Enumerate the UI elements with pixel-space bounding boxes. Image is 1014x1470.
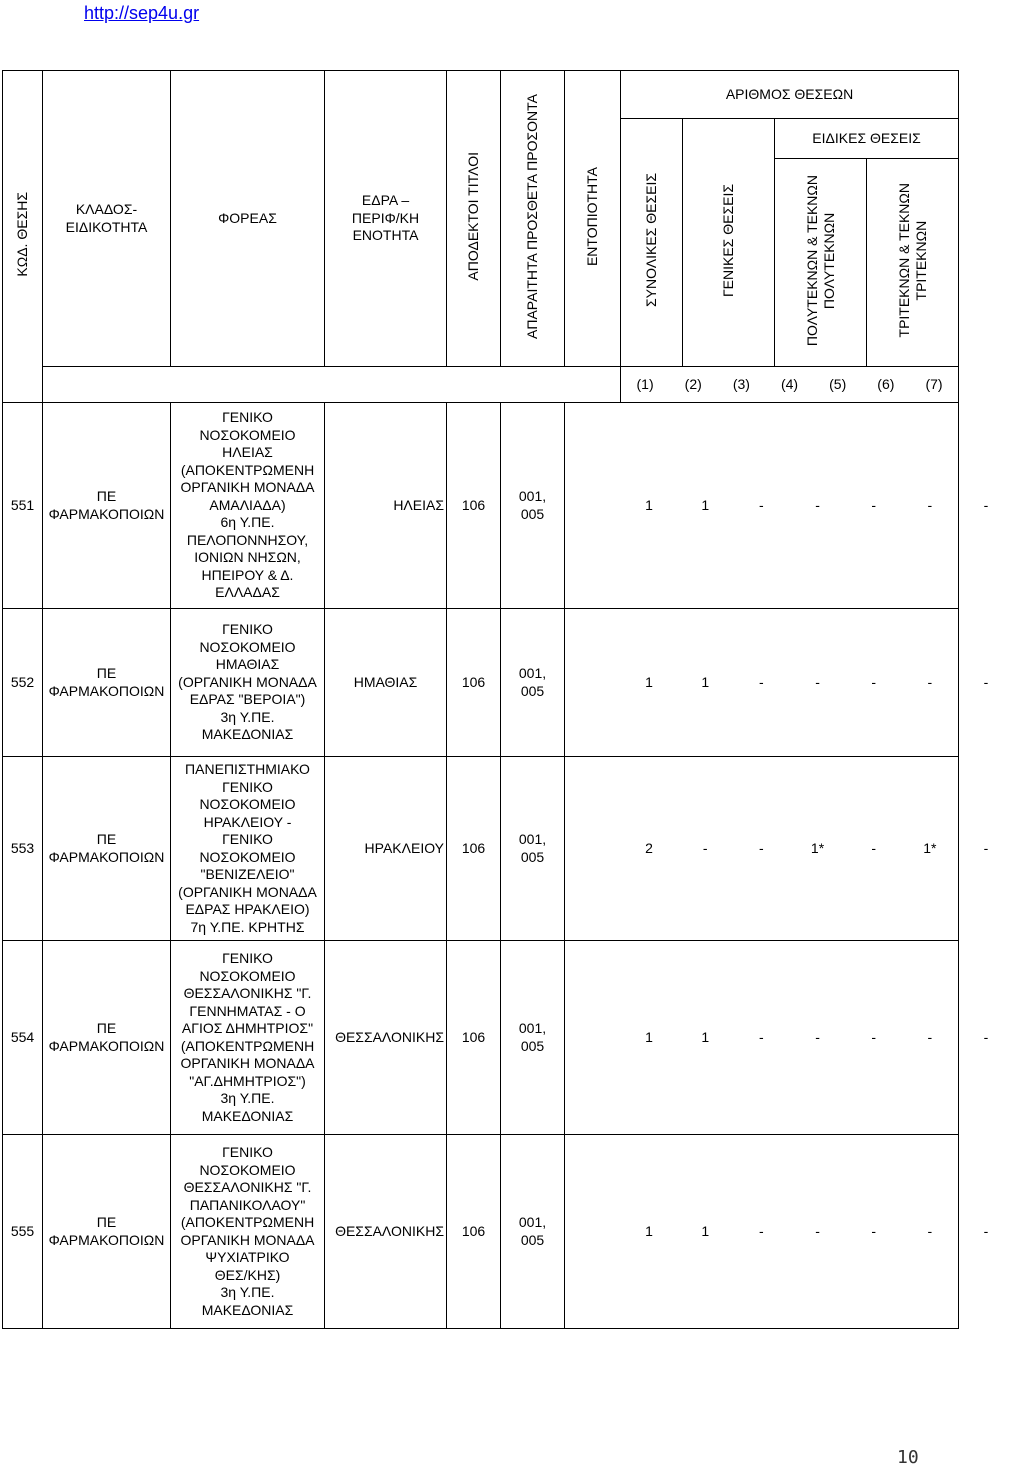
row-extra: 001, 005 [501, 757, 565, 941]
count-cell: - [871, 839, 877, 856]
row-code: 554 [3, 941, 43, 1135]
count-cell: - [815, 496, 820, 513]
count-cell: 1 [645, 496, 653, 513]
count-cell: 1 [701, 1222, 710, 1239]
count-cell: 1 [645, 1222, 653, 1239]
row-extra: 001, 005 [501, 941, 565, 1135]
row-agency: ΓΕΝΙΚΟ ΝΟΣΟΚΟΜΕΙΟ ΗΜΑΘΙΑΣ (ΟΡΓΑΝΙΚΗ ΜΟΝΑΔΑ ΕΔΡΑΣ "ΒΕΡΟΙΑ") 3η Υ.ΠΕ. ΜΑΚΕΔΟΝΙΑΣ [171, 609, 325, 757]
count-cell: 1 [701, 1028, 710, 1045]
header-seat: ΕΔΡΑ – ΠΕΡΙΦ/ΚΗ ΕΝΟΤΗΤΑ [325, 71, 447, 367]
row-titles: 106 [447, 757, 501, 941]
header-specialty: ΚΛΑΔΟΣ- ΕΙΔΙΚΟΤΗΤΑ [43, 71, 171, 367]
header-general-positions: ΓΕΝΙΚΕΣ ΘΕΣΕΙΣ [683, 119, 775, 367]
count-cell: 1 [701, 673, 710, 690]
count-cell: - [983, 839, 989, 856]
table-row [3, 1135, 959, 1329]
header-total-positions: ΣΥΝΟΛΙΚΕΣ ΘΕΣΕΙΣ [621, 119, 683, 367]
col-number: (4) [780, 375, 799, 392]
row-extra: 001, 005 [501, 1135, 565, 1329]
count-cell: - [927, 1028, 933, 1045]
count-cell: - [927, 1222, 933, 1239]
col-number: (2) [684, 375, 702, 392]
count-cell: 1 [645, 673, 653, 690]
count-cell: 1 [701, 496, 710, 513]
row-counts [565, 609, 989, 757]
row-titles: 106 [447, 609, 501, 757]
header-special-positions: ΕΙΔΙΚΕΣ ΘΕΣΕΙΣ [775, 119, 959, 159]
row-specialty: ΠΕ ΦΑΡΜΑΚΟΠΟΙΩΝ [43, 757, 171, 941]
count-cell: - [983, 673, 989, 690]
table-row [3, 609, 959, 757]
count-cell: 1* [810, 839, 825, 856]
table-row [3, 941, 959, 1135]
count-cell: - [815, 1028, 820, 1045]
col-number: (1) [636, 375, 654, 392]
row-agency: ΓΕΝΙΚΟ ΝΟΣΟΚΟΜΕΙΟ ΗΛΕΙΑΣ (ΑΠΟΚΕΝΤΡΩΜΕΝΗ ΟΡΓΑΝΙΚΗ ΜΟΝΑΔΑ ΑΜΑΛΙΑΔΑ) 6η Υ.ΠΕ. ΠΕΛΟΠΟΝΝΗΣΟΥ, ΙΟΝΙΩΝ ΝΗΣΩΝ, ΗΠΕΙΡΟΥ & Δ. ΕΛΛΑΔΑΣ [171, 403, 325, 609]
row-specialty: ΠΕ ΦΑΡΜΑΚΟΠΟΙΩΝ [43, 941, 171, 1135]
row-seat: ΗΛΕΙΑΣ [325, 403, 447, 609]
count-cell: 2 [645, 839, 653, 856]
count-cell: - [871, 1222, 877, 1239]
header-agency: ΦΟΡΕΑΣ [171, 71, 325, 367]
header-three-child: ΤΡΙΤΕΚΝΩΝ & ΤΕΚΝΩΝ ΤΡΙΤΕΚΝΩΝ [867, 159, 959, 367]
col-number: (6) [877, 375, 895, 392]
row-code: 553 [3, 757, 43, 941]
row-seat: ΘΕΣΣΑΛΟΝΙΚΗΣ [325, 941, 447, 1135]
row-seat: ΗΜΑΘΙΑΣ [325, 609, 447, 757]
count-cell: - [983, 1028, 989, 1045]
row-specialty: ΠΕ ΦΑΡΜΑΚΟΠΟΙΩΝ [43, 1135, 171, 1329]
header-accepted-titles: ΑΠΟΔΕΚΤΟΙ ΤΙΤΛΟΙ [447, 71, 501, 367]
count-cell: - [759, 496, 764, 513]
row-titles: 106 [447, 941, 501, 1135]
row-specialty: ΠΕ ΦΑΡΜΑΚΟΠΟΙΩΝ [43, 609, 171, 757]
row-seat: ΗΡΑΚΛΕΙΟΥ [325, 757, 447, 941]
col-number: (7) [925, 375, 943, 392]
count-cell: - [927, 673, 933, 690]
table-row [3, 403, 959, 609]
row-counts [565, 941, 989, 1135]
row-seat: ΘΕΣΣΑΛΟΝΙΚΗΣ [325, 1135, 447, 1329]
count-cell: - [815, 1222, 820, 1239]
header-multi-child: ΠΟΛΥΤΕΚΝΩΝ & ΤΕΚΝΩΝ ΠΟΛΥΤΕΚΝΩΝ [775, 159, 867, 367]
count-cell: - [702, 839, 708, 856]
header-positions-count: ΑΡΙΘΜΟΣ ΘΕΣΕΩΝ [621, 71, 959, 119]
count-cell: 1* [923, 839, 937, 856]
header-required-extra: ΑΠΑΡΑΙΤΗΤΑ ΠΡΟΣΘΕΤΑ ΠΡΟΣΟΝΤΑ [501, 71, 565, 367]
row-code: 551 [3, 403, 43, 609]
row-specialty: ΠΕ ΦΑΡΜΑΚΟΠΟΙΩΝ [43, 403, 171, 609]
row-agency: ΠΑΝΕΠΙΣΤΗΜΙΑΚΟ ΓΕΝΙΚΟ ΝΟΣΟΚΟΜΕΙΟ ΗΡΑΚΛΕΙΟΥ - ΓΕΝΙΚΟ ΝΟΣΟΚΟΜΕΙΟ "ΒΕΝΙΖΕΛΕΙΟ" (ΟΡΓΑΝΙΚΗ ΜΟΝΑΔΑ ΕΔΡΑΣ ΗΡΑΚΛΕΙΟ) 7η Υ.ΠΕ. ΚΡΗΤΗΣ [171, 757, 325, 941]
col-number: (3) [732, 375, 750, 392]
count-cell: - [871, 673, 877, 690]
table-row [3, 757, 959, 941]
row-agency: ΓΕΝΙΚΟ ΝΟΣΟΚΟΜΕΙΟ ΘΕΣΣΑΛΟΝΙΚΗΣ "Γ. ΓΕΝΝΗΜΑΤΑΣ - Ο ΑΓΙΟΣ ΔΗΜΗΤΡΙΟΣ" (ΑΠΟΚΕΝΤΡΩΜΕΝΗ ΟΡΓΑΝΙΚΗ ΜΟΝΑΔΑ "ΑΓ.ΔΗΜΗΤΡΙΟΣ") 3η Υ.ΠΕ. ΜΑΚΕΔΟΝΙΑΣ [171, 941, 325, 1135]
header-code: ΚΩΔ. ΘΕΣΗΣ [3, 71, 43, 403]
row-code: 555 [3, 1135, 43, 1329]
row-code: 552 [3, 609, 43, 757]
row-extra: 001, 005 [501, 403, 565, 609]
count-cell: - [927, 496, 933, 513]
positions-table [2, 70, 989, 1329]
row-titles: 106 [447, 1135, 501, 1329]
row-agency: ΓΕΝΙΚΟ ΝΟΣΟΚΟΜΕΙΟ ΘΕΣΣΑΛΟΝΙΚΗΣ "Γ. ΠΑΠΑΝΙΚΟΛΑΟΥ" (ΑΠΟΚΕΝΤΡΩΜΕΝΗ ΟΡΓΑΝΙΚΗ ΜΟΝΑΔΑ ΨΥΧΙΑΤΡΙΚΟ ΘΕΣ/ΚΗΣ) 3η Υ.ΠΕ. ΜΑΚΕΔΟΝΙΑΣ [171, 1135, 325, 1329]
count-cell: - [815, 673, 820, 690]
count-cell: - [759, 1222, 764, 1239]
header-col-numbers [621, 367, 959, 403]
row-counts [565, 757, 989, 941]
count-cell: - [983, 1222, 989, 1239]
count-cell: - [759, 839, 764, 856]
count-cell: 1 [645, 1028, 653, 1045]
count-cell: - [871, 496, 877, 513]
row-extra: 001, 005 [501, 609, 565, 757]
page-number: 10 [897, 1447, 919, 1468]
site-link[interactable]: http://sep4u.gr [84, 3, 200, 23]
header-locality: ΕΝΤΟΠΙΟΤΗΤΑ [565, 71, 621, 367]
count-cell: - [871, 1028, 877, 1045]
count-cell: - [759, 1028, 764, 1045]
col-number: (5) [829, 375, 847, 392]
row-counts [565, 403, 989, 609]
row-titles: 106 [447, 403, 501, 609]
count-cell: - [983, 496, 989, 513]
row-counts [565, 1135, 989, 1329]
count-cell: - [759, 673, 764, 690]
